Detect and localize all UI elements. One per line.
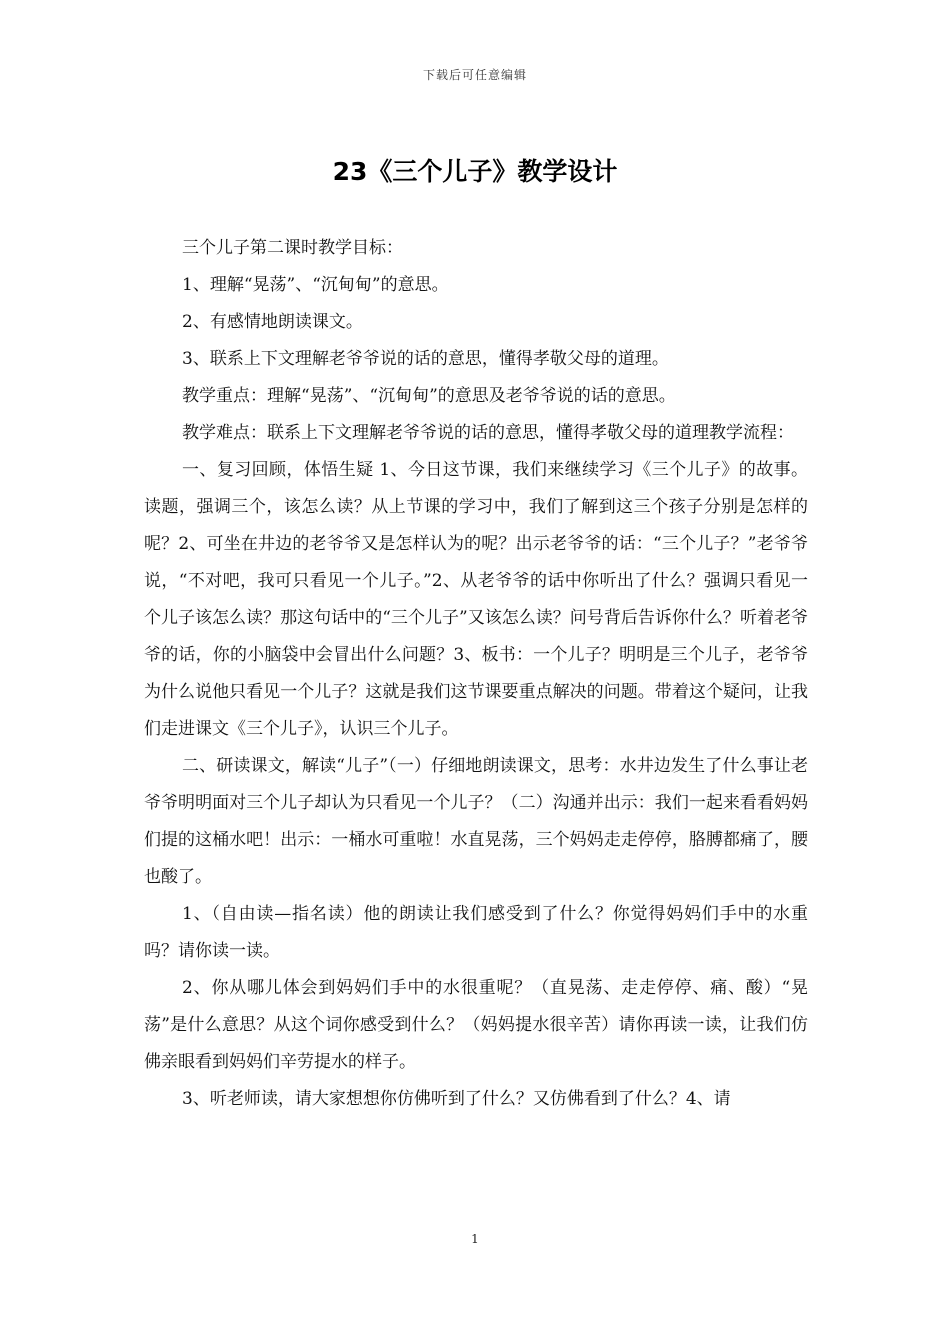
document-title: 23《三个儿子》教学设计 xyxy=(332,157,618,186)
study-step-1: 1、（自由读—指名读）他的朗读让我们感受到了什么？你觉得妈妈们手中的水重吗？请你读一读。 xyxy=(144,904,808,961)
objective-item-1: 1、理解“晃荡”、“沉甸甸”的意思。 xyxy=(182,275,449,295)
section-review: 一、复习回顾，体悟生疑 1、今日这节课，我们来继续学习《三个儿子》的故事。读题，强调三个，该怎么读？从上节课的学习中，我们了解到这三个孩子分别是怎样的呢？2、可坐在井边的老爷爷又是怎样认为的呢？出示老爷爷的话：“三个儿子？”老爷爷说，“不对吧，我可只看见一个儿子。”2、从老爷爷的话中你听出了什么？强调只看见一个儿子该怎么读？那这句话中的“三个儿子”又该怎么读？问号背后告诉你什么？听着老爷爷的话，你的小脑袋中会冒出什么问题？3、板书：一个儿子？明明是三个儿子，老爷爷为什么说他只看见一个儿子？这就是我们这节课要重点解决的问题。带着这个疑问，让我们走进课文《三个儿子》，认识三个儿子。 xyxy=(144,460,808,739)
section-study: 二、研读课文，解读“儿子”（一）仔细地朗读课文，思考：水井边发生了什么事让老爷爷明明面对三个儿子却认为只看见一个儿子？（二）沟通并出示：我们一起来看看妈妈们提的这桶水吧！出示：一桶水可重啦！水直晃荡，三个妈妈走走停停，胳膊都痛了，腰也酸了。 xyxy=(144,756,808,887)
study-step-3: 3、听老师读，请大家想想你仿佛听到了什么？又仿佛看到了什么？4、请 xyxy=(182,1089,731,1109)
page-number: 1 xyxy=(471,1232,479,1246)
study-step-2: 2、你从哪儿体会到妈妈们手中的水很重呢？（直晃荡、走走停停、痛、酸）“晃荡”是什么意思？从这个词你感受到什么？（妈妈提水很辛苦）请你再读一读，让我们仿佛亲眼看到妈妈们辛劳提水的样子。 xyxy=(144,978,808,1072)
header-note: 下载后可任意编辑 xyxy=(422,68,527,82)
teaching-focus: 教学重点：理解“晃荡”、“沉甸甸”的意思及老爷爷说的话的意思。 xyxy=(182,386,676,406)
objectives-heading: 三个儿子第二课时教学目标： xyxy=(182,238,403,258)
objective-item-2: 2、有感情地朗读课文。 xyxy=(182,312,363,332)
document-body xyxy=(144,230,808,1118)
objective-item-3: 3、联系上下文理解老爷爷说的话的意思，懂得孝敬父母的道理。 xyxy=(182,349,669,369)
teaching-difficulty: 教学难点：联系上下文理解老爷爷说的话的意思，懂得孝敬父母的道理教学流程： xyxy=(182,423,794,443)
